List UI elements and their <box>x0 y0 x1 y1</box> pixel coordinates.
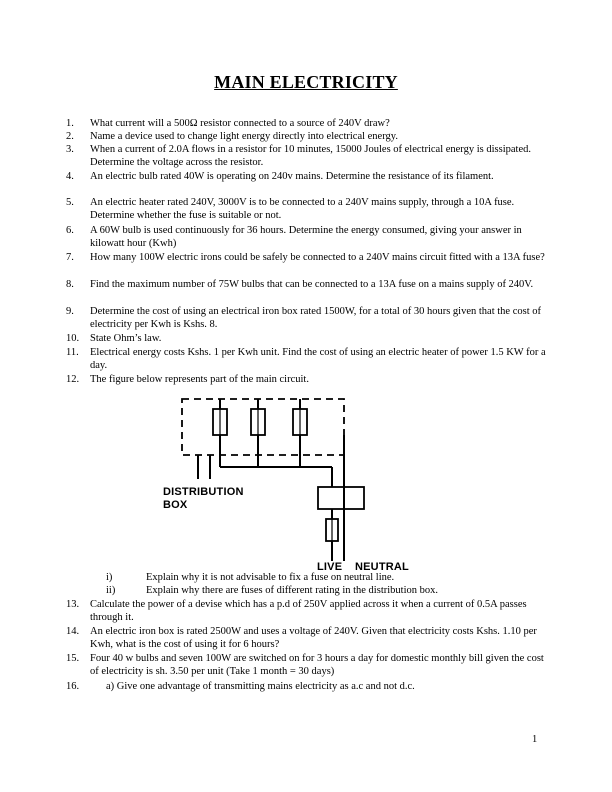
question-text: An electric iron box is rated 2500W and uses a voltage of 240V. Given that electricity costs Kshs. 1.10 per Kwh, what is the cost of using it for 6 hours? <box>90 626 537 651</box>
question-number: 9. <box>66 306 74 317</box>
question-number: 16. <box>66 681 80 692</box>
box-label: BOX <box>163 499 188 511</box>
question-number: 4. <box>66 171 74 182</box>
question-number: 7. <box>66 252 74 263</box>
page-number: 1 <box>532 734 538 745</box>
question-number: 2. <box>66 131 74 142</box>
question-text: Find the maximum number of 75W bulbs that can be connected to a 13A fuse on a mains supply of 240V. <box>90 279 534 290</box>
distribution-label: DISTRIBUTION <box>163 486 244 498</box>
question-number: 11. <box>66 347 79 358</box>
question-number: 13. <box>66 599 80 610</box>
question-number: 1. <box>66 118 74 129</box>
question-text: What current will a 500Ω resistor connected to a source of 240V draw? <box>90 118 390 129</box>
question-text: When a current of 2.0A flows in a resistor for 10 minutes, 15000 Joules of electrical energy is dissipated. Determine the voltage across the resistor. <box>90 144 531 169</box>
question-text: An electric heater rated 240V, 3000V is to be connected to a 240V mains supply, through a 10A fuse. Determine whether the fuse is suitable or not. <box>90 197 515 222</box>
question-text: Four 40 w bulbs and seven 100W are switched on for 3 hours a day for domestic monthly bill given the cost of electricity is sh. 3.50 per unit (Take 1 month = 30 days) <box>90 653 544 678</box>
circuit-diagram <box>150 395 420 573</box>
sub-question-text: Explain why there are fuses of different rating in the distribution box. <box>146 585 438 596</box>
question-number: 10. <box>66 333 80 344</box>
question-text: Electrical energy costs Kshs. 1 per Kwh unit. Find the cost of using an electric heater of power 1.5 KW for a day. <box>90 347 546 372</box>
question-text: A 60W bulb is used continuously for 36 hours. Determine the energy consumed, giving your answer in kilowatt hour (Kwh) <box>90 225 522 250</box>
question-text: a) Give one advantage of transmitting mains electricity as a.c and not d.c. <box>106 681 415 692</box>
neutral-label: NEUTRAL <box>355 561 409 573</box>
page-title: MAIN ELECTRICITY <box>214 72 398 92</box>
question-text: How many 100W electric irons could be safely be connected to a 240V mains circuit fitted with a 13A fuse? <box>90 252 545 263</box>
question-number: 14. <box>66 626 80 637</box>
question-number: 8. <box>66 279 74 290</box>
question-text: Calculate the power of a devise which has a p.d of 250V applied across it when a current of 0.5A passes through it. <box>90 599 527 624</box>
question-text: Name a device used to change light energy directly into electrical energy. <box>90 131 398 142</box>
question-number: 12. <box>66 374 80 385</box>
distribution-box-outline <box>182 399 344 455</box>
sub-question-text: Explain why it is not advisable to fix a fuse on neutral line. <box>146 572 395 583</box>
live-label: LIVE <box>317 561 343 573</box>
sub-question-number: i) <box>106 572 113 583</box>
question-text: An electric bulb rated 40W is operating on 240v mains. Determine the resistance of its filament. <box>90 171 494 182</box>
main-switch-box <box>318 487 364 509</box>
question-number: 3. <box>66 144 74 155</box>
question-text: Determine the cost of using an electrical iron box rated 1500W, for a total of 30 hours given that the cost of electricity per Kwh is Kshs. 8. <box>90 306 541 331</box>
question-number: 5. <box>66 197 74 208</box>
sub-question-number: ii) <box>106 585 116 596</box>
question-text: State Ohm’s law. <box>90 333 162 344</box>
question-number: 6. <box>66 225 74 236</box>
question-text: The figure below represents part of the main circuit. <box>90 374 309 385</box>
question-number: 15. <box>66 653 80 664</box>
distribution-box-figure <box>150 395 420 573</box>
